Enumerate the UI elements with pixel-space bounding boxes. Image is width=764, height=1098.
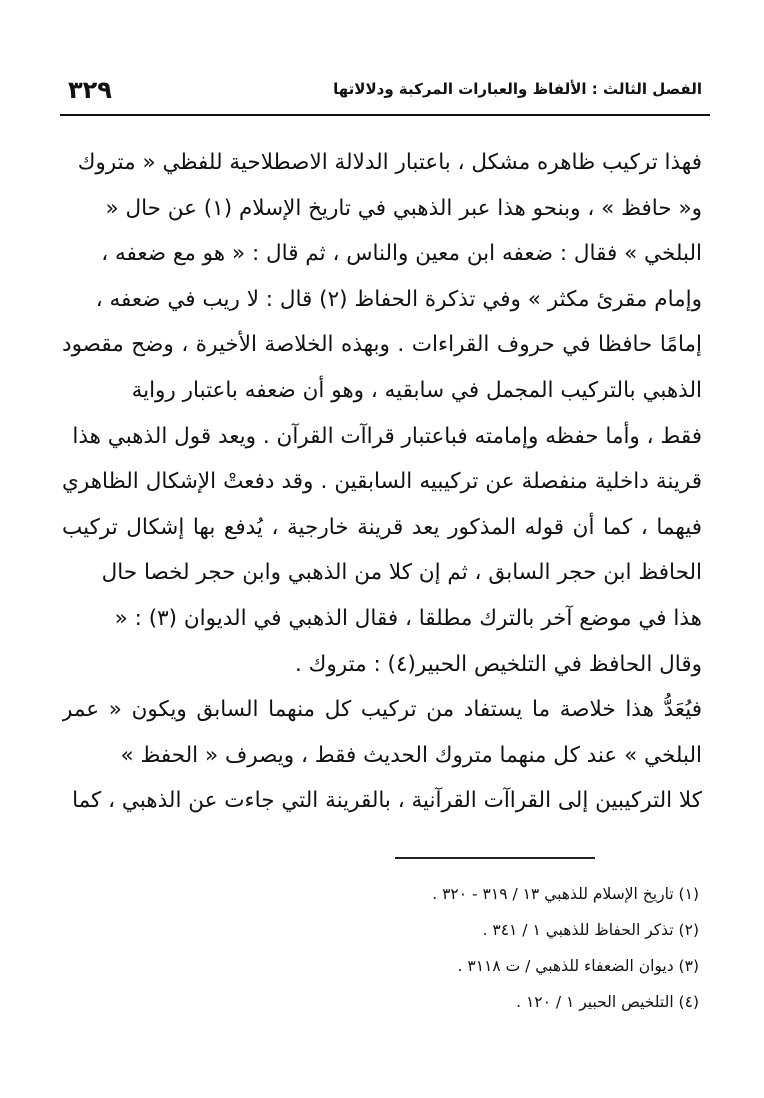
body-line: البلخي » عند كل منهما متروك الحديث فقط ، ويصرف « الحفظ » [120,742,702,768]
body-line: فيهما ، كما أن قوله المذكور يعد قرينة خارجية ، يُدفع بها إشكال تركيب [62,514,702,540]
body-line: وقال الحافظ في التلخيص الحبير(٤) : متروك . [295,651,702,677]
footnote: (٤) التلخيص الحبير ١ / ١٢٠ . [516,993,699,1011]
header-rule [60,114,710,116]
body-line: و« حافظ » ، وبنحو هذا عبر الذهبي في تاريخ الإسلام (١) عن حال « [105,195,702,221]
footnote-rule [395,857,595,859]
page-number: ٣٢٩ [68,76,112,104]
body-line: كلا التركيبين إلى القراآت القرآنية ، بالقرينة التي جاءت عن الذهبي ، كما [72,788,702,814]
footnote: (١) تاريخ الإسلام للذهبي ١٣ / ٣١٩ - ٣٢٠ . [432,885,699,903]
body-line: هذا في موضع آخر بالترك مطلقا ، فقال الذهبي في الديوان (٣) : « [114,605,702,631]
body-line: الذهبي بالتركيب المجمل في سابقيه ، وهو أن ضعفه باعتبار رواية [131,377,702,403]
running-title: الفصل الثالث : الألفاظ والعبارات المركبة ودلالاتها [333,80,702,98]
footnote: (٣) ديوان الضعفاء للذهبي / ت ٣١١٨ . [457,957,699,975]
body-line: البلخي » فقال : ضعفه ابن معين والناس ، ثم قال : « هو مع ضعفه ، [101,241,702,267]
body-line: فقط ، وأما حفظه وإمامته فباعتبار قراآت القرآن . ويعد قول الذهبي هذا [72,423,702,449]
footnotes [99,876,699,1020]
footnote: (٢) تذكر الحفاظ للذهبي ١ / ٣٤١ . [482,921,699,939]
body-line: فيُعَدُّ هذا خلاصة ما يستفاد من تركيب كل منهما السابق ويكون « عمر [62,697,702,723]
body-text [62,140,702,824]
page-header [60,70,710,118]
body-line: إمامًا حافظا في حروف القراءات . وبهذه الخلاصة الأخيرة ، وضح مقصود [62,332,702,358]
body-line: فهذا تركيب ظاهره مشكل ، باعتبار الدلالة الاصطلاحية للفظي « متروك [77,150,702,175]
body-line: قرينة داخلية منفصلة عن تركيبيه السابقين . وقد دفعتْ الإشكال الظاهري [62,469,702,495]
body-line: الحافظ ابن حجر السابق ، ثم إن كلا من الذهبي وابن حجر لخصا حال [101,560,702,586]
body-line: وإمام مقرئ مكثر » وفي تذكرة الحفاظ (٢) قال : لا ريب في ضعفه ، [95,286,702,312]
